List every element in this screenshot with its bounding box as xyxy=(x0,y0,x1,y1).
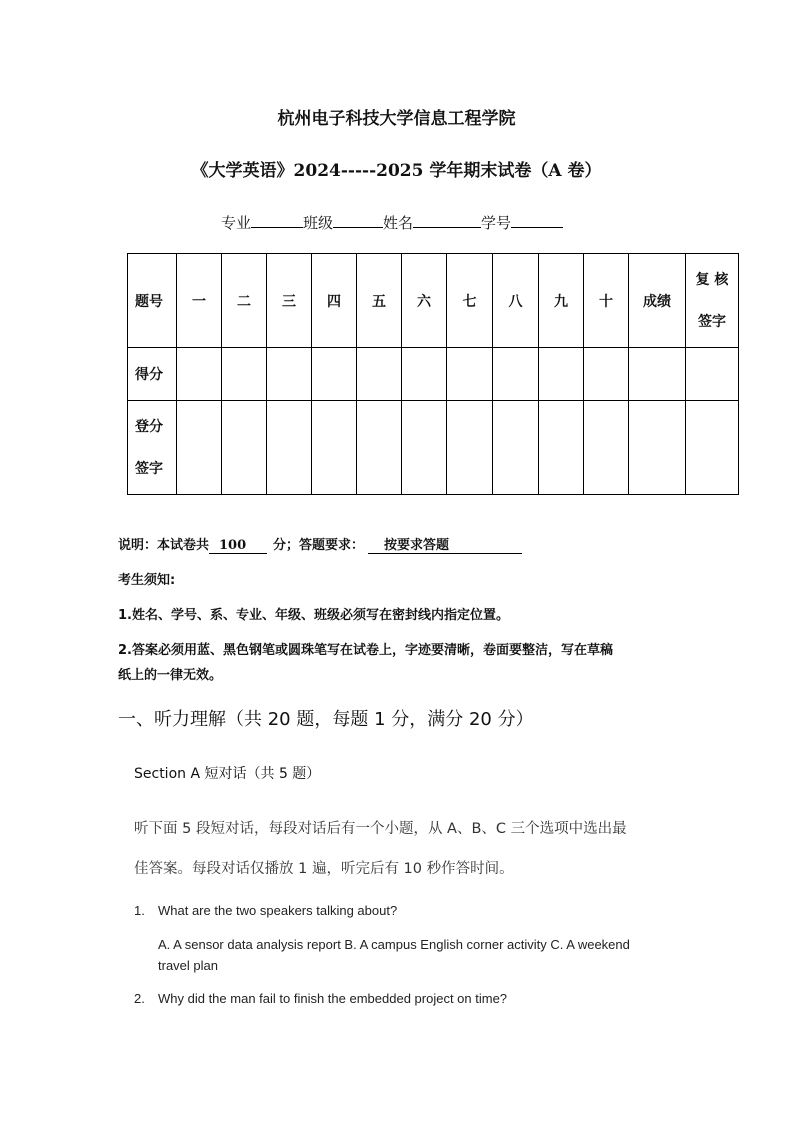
score-cell[interactable] xyxy=(493,348,539,401)
sign-label-1: 登分 xyxy=(135,418,163,435)
sign-cell[interactable] xyxy=(402,401,447,495)
sign-cell[interactable] xyxy=(584,401,629,495)
class-label: 班级 xyxy=(303,214,334,232)
score-cell[interactable] xyxy=(222,348,267,401)
question-options-cont: travel plan xyxy=(158,958,218,973)
major-field[interactable] xyxy=(251,213,303,228)
sign-cell[interactable] xyxy=(539,401,584,495)
student-id-field[interactable] xyxy=(511,213,563,228)
sign-cell[interactable] xyxy=(629,401,686,495)
question-number: 2. xyxy=(134,991,145,1006)
total-score: 100 xyxy=(209,538,267,554)
section-a-title: Section A 短对话（共 5 题） xyxy=(134,766,321,782)
sign-cell[interactable] xyxy=(222,401,267,495)
col-header: 六 xyxy=(402,254,447,348)
question-text: What are the two speakers talking about? xyxy=(158,903,398,918)
table-row xyxy=(128,254,739,348)
header-label: 题号 xyxy=(128,254,177,348)
sign-cell[interactable] xyxy=(686,401,739,495)
question-options: A. A sensor data analysis report B. A campus English corner activity C. A weekend xyxy=(158,937,630,952)
col-header: 八 xyxy=(493,254,539,348)
col-header: 九 xyxy=(539,254,584,348)
student-id-label: 学号 xyxy=(481,214,512,232)
name-label: 姓名 xyxy=(383,214,414,232)
review-label: 复 核 xyxy=(695,271,729,288)
sign-row-label xyxy=(128,401,177,495)
notice-2: 2.答案必须用蓝、黑色钢笔或圆珠笔写在试卷上，字迹要清晰，卷面要整洁，写在草稿 xyxy=(118,643,613,658)
sign-cell[interactable] xyxy=(357,401,402,495)
score-cell[interactable] xyxy=(539,348,584,401)
score-row-label: 得分 xyxy=(128,348,177,401)
student-info-line xyxy=(221,212,563,233)
score-cell[interactable] xyxy=(584,348,629,401)
score-cell[interactable] xyxy=(686,348,739,401)
exam-title: 《大学英语》2024-----2025 学年期末试卷（A 卷） xyxy=(191,161,602,181)
name-field[interactable] xyxy=(413,213,481,228)
col-header: 七 xyxy=(447,254,493,348)
question-text: Why did the man fail to finish the embedded project on time? xyxy=(158,991,508,1006)
class-field[interactable] xyxy=(333,213,383,228)
sign-label-2: 签字 xyxy=(135,460,163,477)
notice-title: 考生须知: xyxy=(118,573,176,588)
col-header: 二 xyxy=(222,254,267,348)
major-label: 专业 xyxy=(221,214,252,232)
score-table xyxy=(127,253,739,495)
section-description: 听下面 5 段短对话，每段对话后有一个小题，从 A、B、C 三个选项中选出最 xyxy=(134,821,627,837)
score-cell[interactable] xyxy=(447,348,493,401)
review-header xyxy=(686,254,739,348)
col-header: 三 xyxy=(267,254,312,348)
desc-prefix: 说明：本试卷共 xyxy=(118,538,210,553)
sign-cell[interactable] xyxy=(267,401,312,495)
score-cell[interactable] xyxy=(629,348,686,401)
section-title: 一、听力理解（共 20 题，每题 1 分，满分 20 分） xyxy=(118,709,534,730)
section-description-cont: 佳答案。每段对话仅播放 1 遍，听完后有 10 秒作答时间。 xyxy=(134,861,514,877)
table-row xyxy=(128,348,739,401)
col-header: 成绩 xyxy=(629,254,686,348)
sign-cell[interactable] xyxy=(493,401,539,495)
sign-cell[interactable] xyxy=(312,401,357,495)
question-number: 1. xyxy=(134,903,145,918)
review-sign-label: 签字 xyxy=(698,313,726,330)
school-name: 杭州电子科技大学信息工程学院 xyxy=(277,109,516,129)
score-cell[interactable] xyxy=(267,348,312,401)
notice-2-cont: 纸上的一律无效。 xyxy=(118,668,223,683)
sign-cell[interactable] xyxy=(447,401,493,495)
answer-requirement: 按要求答题 xyxy=(368,534,522,554)
table-row xyxy=(128,401,739,495)
col-header: 四 xyxy=(312,254,357,348)
desc-suffix: 分；答题要求： xyxy=(273,538,365,553)
score-cell[interactable] xyxy=(402,348,447,401)
col-header: 五 xyxy=(357,254,402,348)
score-cell[interactable] xyxy=(312,348,357,401)
col-header: 一 xyxy=(177,254,222,348)
col-header: 十 xyxy=(584,254,629,348)
score-cell[interactable] xyxy=(357,348,402,401)
notice-1: 1.姓名、学号、系、专业、年级、班级必须写在密封线内指定位置。 xyxy=(118,608,509,623)
sign-cell[interactable] xyxy=(177,401,222,495)
exam-description xyxy=(118,534,522,554)
score-cell[interactable] xyxy=(177,348,222,401)
